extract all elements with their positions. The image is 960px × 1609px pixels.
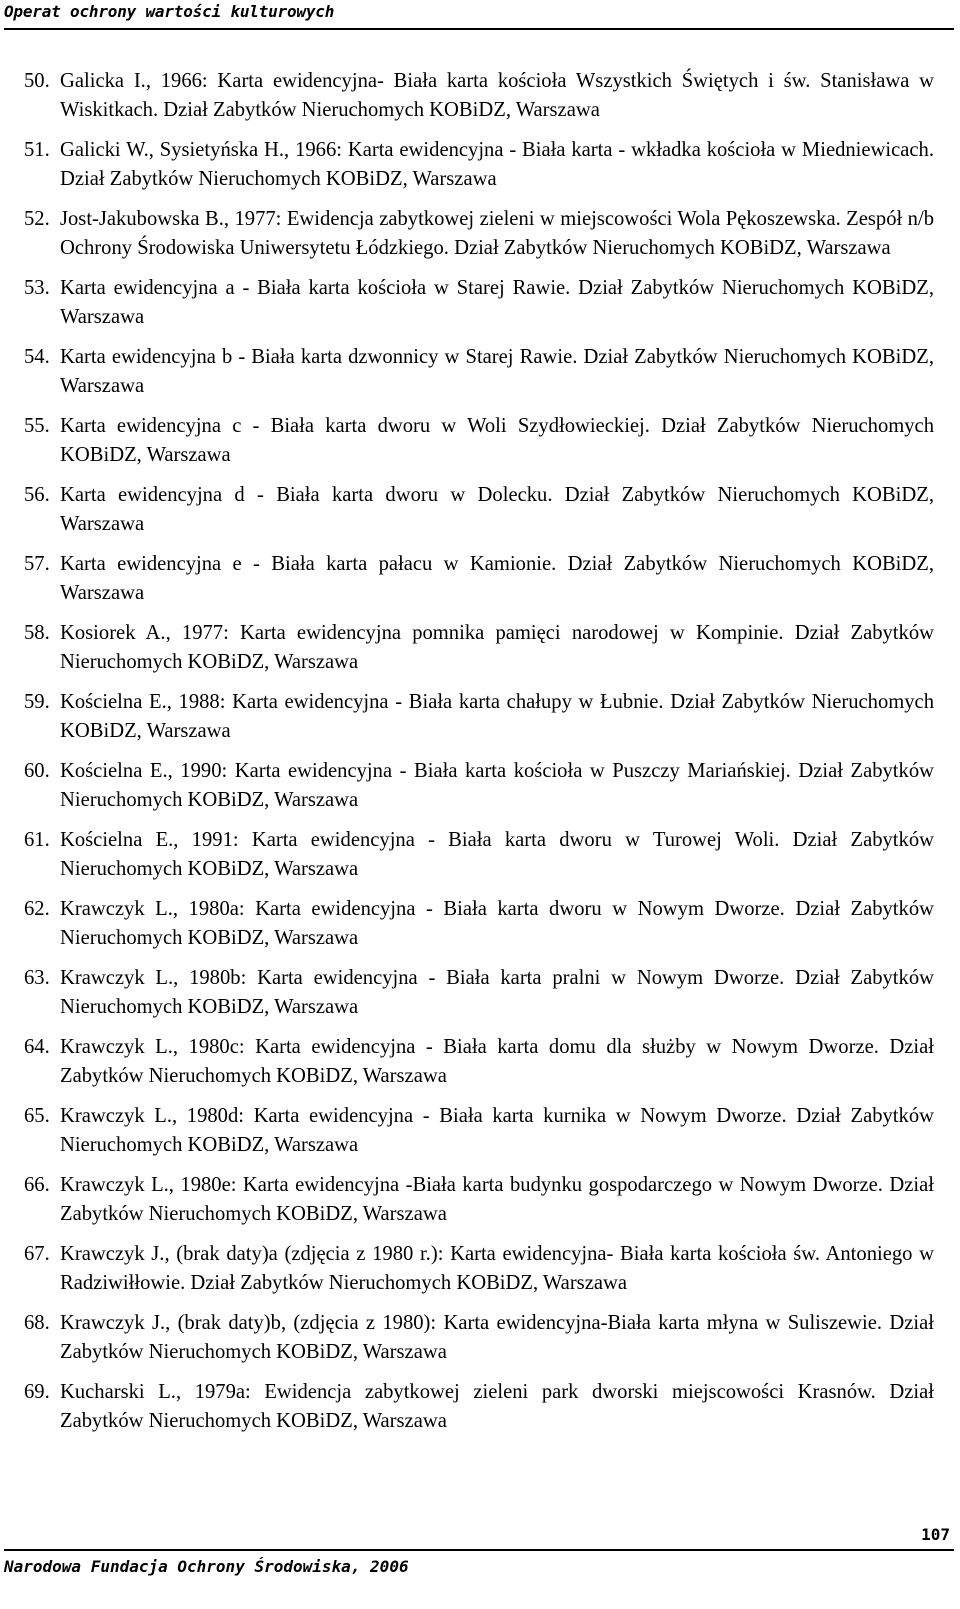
entry-text: Karta ewidencyjna a - Biała karta kościoła w Starej Rawie. Dział Zabytków Nieruchomych KOBiDZ, Warszawa: [60, 277, 934, 328]
entry-text: Jost-Jakubowska B., 1977: Ewidencja zabytkowej zieleni w miejscowości Wola Pękoszewska. Zespół n/b Ochrony Środowiska Uniwersytetu Łódzkiego. Dział Zabytków Nieruchomych KOBiDZ, Warszawa: [60, 208, 934, 259]
bibliography-entry: [24, 1102, 934, 1160]
entry-text: Krawczyk L., 1980e: Karta ewidencyjna -Biała karta budynku gospodarczego w Nowym Dworze. Dział Zabytków Nieruchomych KOBiDZ, Warszawa: [60, 1174, 934, 1225]
entry-text: Krawczyk J., (brak daty)a (zdjęcia z 1980 r.): Karta ewidencyjna- Biała karta kościoła św. Antoniego w Radziwiłłowie. Dział Zabytków Nieruchomych KOBiDZ, Warszawa: [60, 1243, 934, 1294]
entry-text: Kościelna E., 1991: Karta ewidencyjna - Biała karta dworu w Turowej Woli. Dział Zabytków Nieruchomych KOBiDZ, Warszawa: [60, 829, 934, 880]
entry-text: Krawczyk L., 1980c: Karta ewidencyjna - Biała karta domu dla służby w Nowym Dworze. Dział Zabytków Nieruchomych KOBiDZ, Warszawa: [60, 1036, 934, 1087]
entry-text: Krawczyk J., (brak daty)b, (zdjęcia z 1980): Karta ewidencyjna-Biała karta młyna w Suliszewie. Dział Zabytków Nieruchomych KOBiDZ, Warszawa: [60, 1312, 934, 1363]
entry-number: 65.: [24, 1105, 50, 1127]
entry-number: 58.: [24, 622, 50, 644]
bibliography-entry: [24, 757, 934, 815]
entry-text: Krawczyk L., 1980a: Karta ewidencyjna - Biała karta dworu w Nowym Dworze. Dział Zabytków Nieruchomych KOBiDZ, Warszawa: [60, 898, 934, 949]
entry-text: Kucharski L., 1979a: Ewidencja zabytkowej zieleni park dworski miejscowości Krasnów. Dział Zabytków Nieruchomych KOBiDZ, Warszawa: [60, 1381, 934, 1432]
entry-number: 63.: [24, 967, 50, 989]
bibliography-entry: [24, 481, 934, 539]
bibliography-entry: [24, 1309, 934, 1367]
page-footer: [4, 1525, 954, 1581]
entry-text: Karta ewidencyjna d - Biała karta dworu w Dolecku. Dział Zabytków Nieruchomych KOBiDZ, Warszawa: [60, 484, 934, 535]
page-header: [4, 0, 954, 30]
entry-number: 64.: [24, 1036, 50, 1058]
bibliography-entry: [24, 1171, 934, 1229]
entry-number: 51.: [24, 139, 50, 161]
bibliography-entry: [24, 67, 934, 125]
entry-number: 69.: [24, 1381, 50, 1403]
bibliography-entry: [24, 205, 934, 263]
entry-number: 66.: [24, 1174, 50, 1196]
footer-title: Narodowa Fundacja Ochrony Środowiska, 2006: [4, 1557, 409, 1576]
bibliography-list: [24, 67, 934, 1447]
entry-number: 50.: [24, 70, 50, 92]
entry-number: 52.: [24, 208, 50, 230]
entry-text: Karta ewidencyjna b - Biała karta dzwonnicy w Starej Rawie. Dział Zabytków Nieruchomych KOBiDZ, Warszawa: [60, 346, 934, 397]
entry-number: 53.: [24, 277, 50, 299]
entry-text: Galicka I., 1966: Karta ewidencyjna- Biała karta kościoła Wszystkich Świętych i św. Stanisława w Wiskitkach. Dział Zabytków Nieruchomych KOBiDZ, Warszawa: [60, 70, 934, 121]
bibliography-entry: [24, 895, 934, 953]
entry-text: Krawczyk L., 1980d: Karta ewidencyjna - Biała karta kurnika w Nowym Dworze. Dział Zabytków Nieruchomych KOBiDZ, Warszawa: [60, 1105, 934, 1156]
bibliography-entry: [24, 343, 934, 401]
entry-text: Kościelna E., 1988: Karta ewidencyjna - Biała karta chałupy w Łubnie. Dział Zabytków Nieruchomych KOBiDZ, Warszawa: [60, 691, 934, 742]
bibliography-entry: [24, 1378, 934, 1436]
bibliography-entry: [24, 688, 934, 746]
entry-number: 68.: [24, 1312, 50, 1334]
page-number: 107: [921, 1525, 950, 1544]
bibliography-entry: [24, 826, 934, 884]
bibliography-entry: [24, 274, 934, 332]
bibliography-entry: [24, 412, 934, 470]
bibliography-entry: [24, 1240, 934, 1298]
entry-text: Krawczyk L., 1980b: Karta ewidencyjna - Biała karta pralni w Nowym Dworze. Dział Zabytków Nieruchomych KOBiDZ, Warszawa: [60, 967, 934, 1018]
entry-text: Karta ewidencyjna e - Biała karta pałacu w Kamionie. Dział Zabytków Nieruchomych KOBiDZ, Warszawa: [60, 553, 934, 604]
bibliography-entry: [24, 964, 934, 1022]
entry-number: 62.: [24, 898, 50, 920]
bibliography-entry: [24, 1033, 934, 1091]
entry-number: 55.: [24, 415, 50, 437]
entry-number: 67.: [24, 1243, 50, 1265]
entry-number: 61.: [24, 829, 50, 851]
header-title: Operat ochrony wartości kulturowych: [4, 2, 335, 21]
bibliography-entry: [24, 619, 934, 677]
entry-number: 60.: [24, 760, 50, 782]
entry-number: 56.: [24, 484, 50, 506]
bibliography-entry: [24, 550, 934, 608]
entry-number: 59.: [24, 691, 50, 713]
entry-text: Galicki W., Sysietyńska H., 1966: Karta ewidencyjna - Biała karta - wkładka kościoła w Miedniewicach. Dział Zabytków Nieruchomych KOBiDZ, Warszawa: [60, 139, 934, 190]
entry-text: Karta ewidencyjna c - Biała karta dworu w Woli Szydłowieckiej. Dział Zabytków Nieruchomych KOBiDZ, Warszawa: [60, 415, 934, 466]
entry-text: Kościelna E., 1990: Karta ewidencyjna - Biała karta kościoła w Puszczy Mariańskiej. Dział Zabytków Nieruchomych KOBiDZ, Warszawa: [60, 760, 934, 811]
bibliography-entry: [24, 136, 934, 194]
entry-text: Kosiorek A., 1977: Karta ewidencyjna pomnika pamięci narodowej w Kompinie. Dział Zabytków Nieruchomych KOBiDZ, Warszawa: [60, 622, 934, 673]
entry-number: 57.: [24, 553, 50, 575]
entry-number: 54.: [24, 346, 50, 368]
